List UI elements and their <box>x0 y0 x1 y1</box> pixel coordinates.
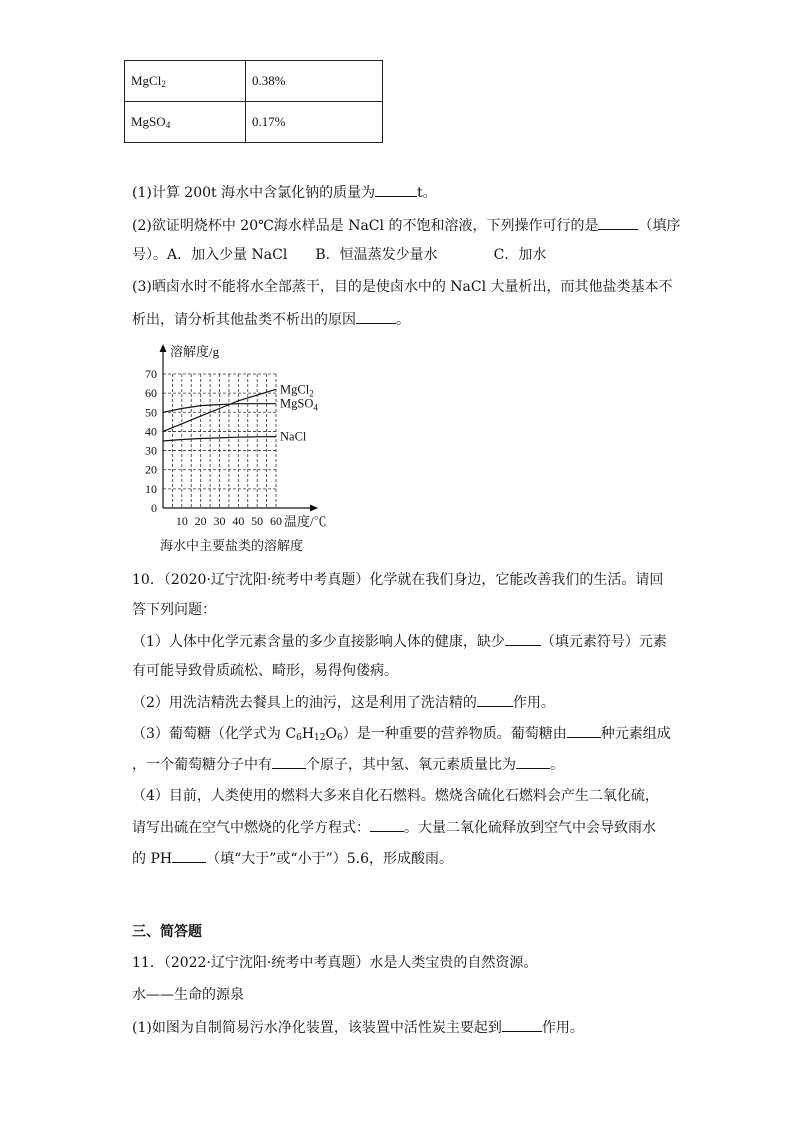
answer-blank[interactable] <box>370 817 404 832</box>
y-tick-label: 70 <box>145 367 157 381</box>
answer-blank[interactable] <box>172 848 206 863</box>
answer-blank[interactable] <box>477 692 513 707</box>
q11-title: 11．（2022·辽宁沈阳·统考中考真题）水是人类宝贵的自然资源。 <box>132 955 538 971</box>
y-tick-label: 50 <box>145 405 157 420</box>
table-cell-salt: MgCl$_2$ <box>125 61 246 102</box>
salt-content-table <box>124 60 383 143</box>
y-tick-label: 40 <box>145 424 157 439</box>
y-tick-label: 30 <box>145 443 157 458</box>
series-label: MgSO$_4$ <box>280 396 318 413</box>
chart-caption: 海水中主要盐类的溶解度 <box>160 538 304 553</box>
q10-title-line2: 答下列问题： <box>132 602 216 618</box>
y-tick-label: 60 <box>145 386 157 401</box>
x-axis-label: 温度/℃ <box>284 514 327 529</box>
q11-part1: (1)如图为自制简易污水净化装置，该装置中活性炭主要起到 作用。 <box>132 1017 584 1038</box>
q9-part2-line1: (2)欲证明烧杯中 20℃海水样品是 NaCl 的不饱和溶液，下列操作可行的是 （填序 <box>132 215 680 236</box>
x-tick-label: 30 <box>213 514 226 528</box>
y-axis-label: 溶解度/g <box>170 344 220 359</box>
x-tick-label: 20 <box>194 514 207 528</box>
y-tick-label: 0 <box>151 501 157 515</box>
q10-s1-line2: 有可能导致骨质疏松、畸形，易得佝偻病。 <box>132 663 398 679</box>
q10-title-line1: 10．（2020·辽宁沈阳·统考中考真题）化学就在我们身边，它能改善我们的生活。请回 <box>132 572 664 588</box>
answer-blank[interactable] <box>502 1017 542 1032</box>
answer-blank[interactable] <box>505 631 541 646</box>
section-heading: 三、简答题 <box>132 924 202 940</box>
q9-part3-line1: (3)晒卤水时不能将水全部蒸干，目的是使卤水中的 NaCl 大量析出，而其他盐类基本不 <box>132 279 673 295</box>
chart-series <box>163 382 318 443</box>
table-cell-salt: MgSO$_4$ <box>125 102 246 143</box>
q10-s4-line3: 的 PH （填“大于”或“小于”）5.6，形成酸雨。 <box>132 848 453 869</box>
q9-part1: (1)计算 200t 海水中含氯化钠的质量为 t。 <box>132 182 437 203</box>
q11-subtitle: 水——生命的源泉 <box>132 987 244 1003</box>
q10-s2: （2）用洗洁精洗去餐具上的油污，这是利用了洗洁精的 作用。 <box>132 692 555 713</box>
y-tick-label: 10 <box>145 481 157 496</box>
y-tick-label: 20 <box>145 462 157 477</box>
q10-s4-line1: （4）目前，人类使用的燃料大多来自化石燃料。燃烧含硫化石燃料会产生二氧化硫， <box>132 788 659 804</box>
table-cell-value: 0.38% <box>246 61 383 102</box>
q10-s3-line1: （3）葡萄糖（化学式为 $C_6H_{12}O_6$）是一种重要的营养物质。葡萄糖由 种元素组成 <box>132 723 671 744</box>
answer-blank[interactable] <box>516 754 550 769</box>
q10-s3-line2: ，一个葡萄糖分子中有 个原子，其中氢、氧元素质量比为 。 <box>132 754 564 775</box>
x-tick-label: 50 <box>251 514 264 528</box>
answer-blank[interactable] <box>375 182 417 197</box>
answer-blank[interactable] <box>567 723 601 738</box>
q9-part3-line2: 析出，请分析其他盐类不析出的原因 。 <box>132 309 410 330</box>
x-tick-label: 40 <box>232 514 245 528</box>
x-tick-label: 10 <box>175 514 188 528</box>
chart-axes <box>160 344 319 512</box>
table-cell-value: 0.17% <box>246 102 383 143</box>
x-tick-label: 60 <box>270 514 282 528</box>
q9-part2-line2: 号）。A．加入少量 NaCl B．恒温蒸发少量水 C．加水 <box>132 247 547 263</box>
answer-blank[interactable] <box>598 215 638 230</box>
y-axis-arrow <box>160 344 167 352</box>
answer-blank[interactable] <box>272 754 306 769</box>
q10-s4-line2: 请写出硫在空气中燃烧的化学方程式： 。大量二氧化硫释放到空气中会导致雨水 <box>132 817 656 838</box>
chart-ticks <box>145 367 282 528</box>
table-row <box>125 61 383 102</box>
solubility-chart <box>130 336 360 562</box>
q10-s1-line1: （1）人体中化学元素含量的多少直接影响人体的健康，缺少 （填元素符号）元素 <box>132 631 667 652</box>
series-label: NaCl <box>280 429 307 444</box>
answer-blank[interactable] <box>356 309 396 324</box>
table-row <box>125 102 383 143</box>
series-label: MgCl$_2$ <box>280 382 314 399</box>
x-axis-arrow <box>310 505 318 512</box>
